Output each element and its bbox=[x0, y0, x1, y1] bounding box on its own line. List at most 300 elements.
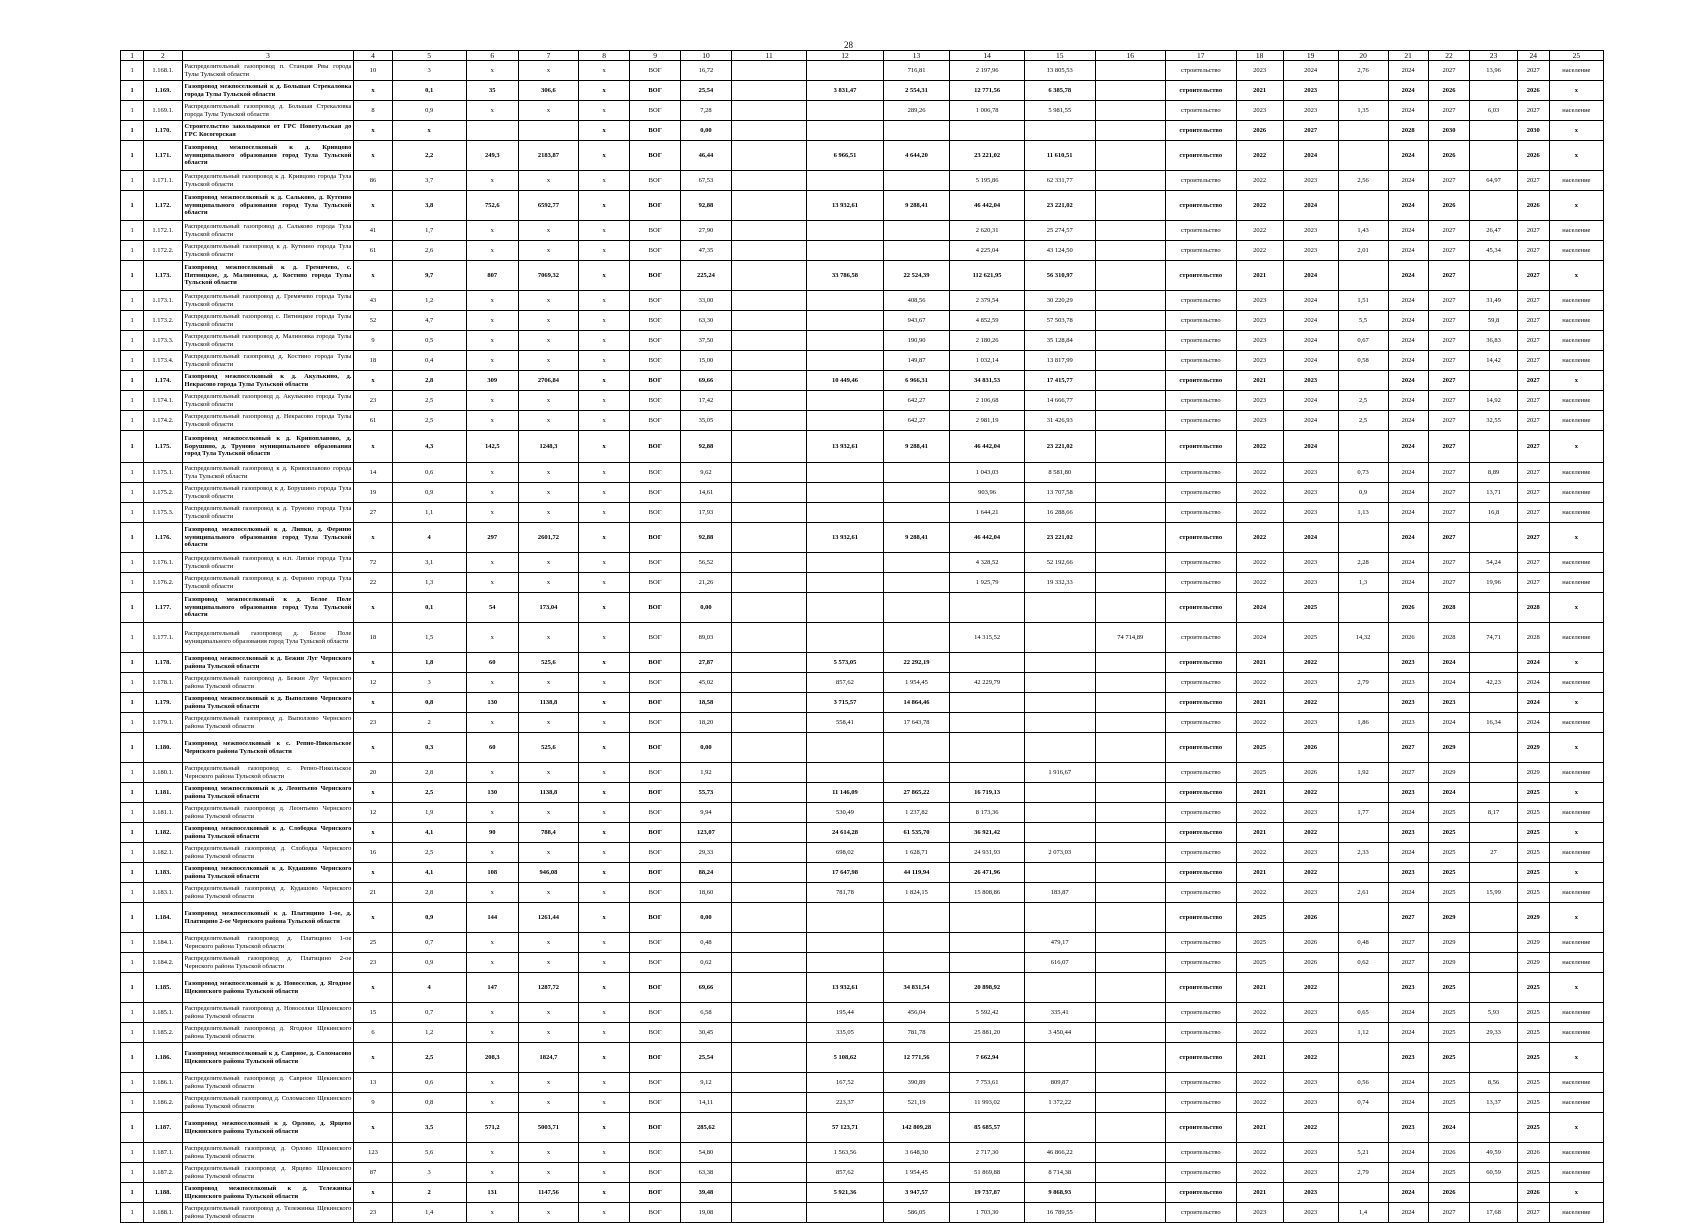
table-cell: 2027 bbox=[1517, 351, 1549, 371]
table-cell: 23 bbox=[354, 953, 392, 973]
table-row bbox=[121, 371, 1604, 391]
table-cell: 17,93 bbox=[681, 503, 732, 523]
table-cell: 2024 bbox=[1388, 1003, 1428, 1023]
table-row bbox=[121, 693, 1604, 713]
table-cell: 642,27 bbox=[883, 391, 950, 411]
object-name-cell: Распределительный газопровод к д. Борушино города Тула Тульской области bbox=[182, 483, 354, 503]
table-cell bbox=[1024, 803, 1095, 823]
table-cell: 18 bbox=[354, 351, 392, 371]
table-cell: 3 715,57 bbox=[807, 693, 883, 713]
table-cell: 44 119,94 bbox=[883, 863, 950, 883]
table-cell: 2022 bbox=[1236, 1143, 1283, 1163]
table-cell bbox=[1095, 763, 1165, 783]
table-cell: 2024 bbox=[1388, 1073, 1428, 1093]
table-cell: 2024 bbox=[1388, 883, 1428, 903]
table-cell: x bbox=[579, 673, 630, 693]
table-cell: x bbox=[354, 1043, 392, 1073]
table-cell: 2023 bbox=[1283, 1093, 1338, 1113]
table-cell bbox=[807, 573, 883, 593]
table-cell bbox=[1338, 653, 1388, 673]
table-cell: 5 108,62 bbox=[807, 1043, 883, 1073]
table-cell: 1 bbox=[121, 713, 144, 733]
table-cell bbox=[883, 953, 950, 973]
table-cell: 0,58 bbox=[1338, 351, 1388, 371]
table-cell: ВОГ bbox=[630, 623, 681, 653]
table-cell bbox=[731, 623, 806, 653]
table-cell: 2026 bbox=[1428, 141, 1469, 171]
table-cell bbox=[807, 171, 883, 191]
table-cell: x bbox=[579, 713, 630, 733]
table-cell: 2 620,31 bbox=[950, 221, 1024, 241]
table-cell: x bbox=[579, 261, 630, 291]
table-cell: 13,37 bbox=[1470, 1093, 1518, 1113]
table-cell: 2023 bbox=[1283, 101, 1338, 121]
table-cell bbox=[731, 933, 806, 953]
table-cell: x bbox=[518, 1093, 578, 1113]
table-cell: 19 bbox=[354, 483, 392, 503]
table-cell: население bbox=[1549, 883, 1603, 903]
table-row bbox=[121, 503, 1604, 523]
table-cell: x bbox=[466, 573, 518, 593]
table-cell: x bbox=[354, 653, 392, 673]
table-cell: ВОГ bbox=[630, 1113, 681, 1143]
table-cell bbox=[1470, 953, 1518, 973]
table-cell: строительство bbox=[1165, 623, 1236, 653]
table-row bbox=[121, 933, 1604, 953]
table-cell: x bbox=[466, 843, 518, 863]
table-cell bbox=[807, 291, 883, 311]
table-cell: 2024 bbox=[1388, 81, 1428, 101]
table-cell: x bbox=[579, 573, 630, 593]
column-header: 6 bbox=[466, 51, 518, 61]
table-cell: 142 809,28 bbox=[883, 1113, 950, 1143]
table-cell: 2 073,03 bbox=[1024, 843, 1095, 863]
table-cell: 130 bbox=[466, 783, 518, 803]
object-name-cell: Распределительный газопровод д. Слободка Чернского района Тульской области bbox=[182, 843, 354, 863]
table-cell: x bbox=[1549, 141, 1603, 171]
table-cell: 2023 bbox=[1283, 573, 1338, 593]
table-cell: 0,7 bbox=[392, 1003, 466, 1023]
table-cell: 4 225,04 bbox=[950, 241, 1024, 261]
table-cell: 2023 bbox=[1388, 693, 1428, 713]
table-cell: 2024 bbox=[1388, 1163, 1428, 1183]
table-cell: 2027 bbox=[1388, 763, 1428, 783]
object-name-cell: Распределительный газопровод д. Соломасово Щекинского района Тульской области bbox=[182, 1093, 354, 1113]
table-cell: 2022 bbox=[1236, 1003, 1283, 1023]
table-cell: 147 bbox=[466, 973, 518, 1003]
table-cell bbox=[518, 121, 578, 141]
table-row bbox=[121, 391, 1604, 411]
table-cell bbox=[731, 573, 806, 593]
table-cell: 5,6 bbox=[392, 1143, 466, 1163]
table-cell: 60,59 bbox=[1470, 1163, 1518, 1183]
table-cell bbox=[807, 221, 883, 241]
table-cell: 2027 bbox=[1428, 553, 1469, 573]
table-cell: 2027 bbox=[1517, 391, 1549, 411]
table-cell: 2023 bbox=[1283, 221, 1338, 241]
table-cell: ВОГ bbox=[630, 593, 681, 623]
table-cell: 1,43 bbox=[1338, 221, 1388, 241]
table-cell: 2,5 bbox=[1338, 391, 1388, 411]
table-cell: 1 bbox=[121, 261, 144, 291]
table-cell: 3 648,30 bbox=[883, 1143, 950, 1163]
table-cell: x bbox=[466, 463, 518, 483]
table-cell: 31 426,93 bbox=[1024, 411, 1095, 431]
table-cell: x bbox=[579, 973, 630, 1003]
table-cell: 1.185.1. bbox=[144, 1003, 182, 1023]
table-cell bbox=[950, 933, 1024, 953]
table-cell: 123 bbox=[354, 1143, 392, 1163]
table-row bbox=[121, 261, 1604, 291]
table-cell: 5 195,86 bbox=[950, 171, 1024, 191]
table-cell: 2022 bbox=[1236, 1093, 1283, 1113]
table-cell bbox=[731, 261, 806, 291]
table-cell: 2027 bbox=[1517, 503, 1549, 523]
table-cell: 2023 bbox=[1283, 673, 1338, 693]
table-cell: 2023 bbox=[1283, 1203, 1338, 1223]
table-cell: 2027 bbox=[1517, 553, 1549, 573]
table-cell: 2024 bbox=[1428, 713, 1469, 733]
table-cell: строительство bbox=[1165, 463, 1236, 483]
table-cell: x bbox=[354, 523, 392, 553]
table-cell: 4,1 bbox=[392, 863, 466, 883]
table-cell: 69,66 bbox=[681, 973, 732, 1003]
table-cell bbox=[1338, 81, 1388, 101]
table-cell: ВОГ bbox=[630, 823, 681, 843]
table-cell: 2024 bbox=[1283, 191, 1338, 221]
table-cell bbox=[1095, 261, 1165, 291]
table-cell: 1 bbox=[121, 221, 144, 241]
table-cell: 27,87 bbox=[681, 653, 732, 673]
table-cell: строительство bbox=[1165, 1203, 1236, 1223]
table-cell bbox=[1095, 1073, 1165, 1093]
table-cell bbox=[807, 933, 883, 953]
table-cell: 2027 bbox=[1517, 523, 1549, 553]
table-cell: население bbox=[1549, 221, 1603, 241]
table-cell: 781,78 bbox=[807, 883, 883, 903]
table-cell: 2024 bbox=[1428, 783, 1469, 803]
table-cell: x bbox=[579, 331, 630, 351]
table-cell: x bbox=[466, 553, 518, 573]
table-cell: x bbox=[354, 371, 392, 391]
table-cell: 2026 bbox=[1428, 191, 1469, 221]
table-row bbox=[121, 973, 1604, 1003]
table-cell: 1.187.2. bbox=[144, 1163, 182, 1183]
table-cell: 35,05 bbox=[681, 411, 732, 431]
table-cell: 2023 bbox=[1283, 463, 1338, 483]
table-row bbox=[121, 483, 1604, 503]
table-cell bbox=[1095, 351, 1165, 371]
table-cell: 2027 bbox=[1388, 953, 1428, 973]
table-cell: 408,56 bbox=[883, 291, 950, 311]
table-cell bbox=[950, 903, 1024, 933]
table-cell: 586,05 bbox=[883, 1203, 950, 1223]
table-cell: x bbox=[392, 121, 466, 141]
table-cell: 5 573,05 bbox=[807, 653, 883, 673]
table-cell: 2027 bbox=[1428, 431, 1469, 463]
table-cell: 642,27 bbox=[883, 411, 950, 431]
table-cell bbox=[731, 371, 806, 391]
table-cell bbox=[1338, 1043, 1388, 1073]
table-cell: 5,5 bbox=[1338, 311, 1388, 331]
table-cell bbox=[883, 503, 950, 523]
table-cell: 335,05 bbox=[807, 1023, 883, 1043]
table-cell: 2027 bbox=[1517, 1203, 1549, 1223]
table-cell: 1 bbox=[121, 311, 144, 331]
table-cell: x bbox=[579, 503, 630, 523]
table-cell: 2,79 bbox=[1338, 673, 1388, 693]
table-cell bbox=[731, 351, 806, 371]
table-cell: 1,3 bbox=[392, 573, 466, 593]
table-cell: 1 bbox=[121, 171, 144, 191]
table-cell bbox=[1470, 733, 1518, 763]
object-name-cell: Газопровод межпоселковый к д. Сальково, д. Кутеино муниципального образования город Тула Тульской области bbox=[182, 191, 354, 221]
table-cell: 2027 bbox=[1517, 411, 1549, 431]
table-cell: 2025 bbox=[1517, 823, 1549, 843]
table-row bbox=[121, 61, 1604, 81]
table-cell: 1 bbox=[121, 573, 144, 593]
table-cell: 225,24 bbox=[681, 261, 732, 291]
table-cell: 1 bbox=[121, 783, 144, 803]
table-cell bbox=[807, 463, 883, 483]
table-cell: 130 bbox=[466, 693, 518, 713]
table-cell: 1 bbox=[121, 351, 144, 371]
object-name-cell: Газопровод межпоселковый к д. Саврное, д. Соломасово Щекинского района Тульской области bbox=[182, 1043, 354, 1073]
table-row bbox=[121, 1203, 1604, 1223]
table-cell: 2023 bbox=[1283, 1003, 1338, 1023]
table-cell: 15 bbox=[354, 1003, 392, 1023]
object-name-cell: Распределительный газопровод к д. Кривоплавово города Тула Тульской области bbox=[182, 463, 354, 483]
table-cell: 2023 bbox=[1388, 713, 1428, 733]
table-cell: 12 771,56 bbox=[883, 1043, 950, 1073]
table-cell: 2023 bbox=[1428, 693, 1469, 713]
table-cell bbox=[807, 411, 883, 431]
table-cell: 18 bbox=[354, 623, 392, 653]
table-cell: строительство bbox=[1165, 311, 1236, 331]
table-cell: 2027 bbox=[1428, 573, 1469, 593]
table-cell: 2,6 bbox=[392, 241, 466, 261]
table-cell: 1.177. bbox=[144, 593, 182, 623]
table-cell: 0,56 bbox=[1338, 1073, 1388, 1093]
table-cell: 1 bbox=[121, 1043, 144, 1073]
table-row bbox=[121, 1143, 1604, 1163]
table-cell: 1 bbox=[121, 463, 144, 483]
table-cell: 2024 bbox=[1283, 411, 1338, 431]
table-cell: население bbox=[1549, 1073, 1603, 1093]
table-cell: население bbox=[1549, 953, 1603, 973]
table-cell: 1.173. bbox=[144, 261, 182, 291]
table-row bbox=[121, 883, 1604, 903]
table-cell: 1.186.2. bbox=[144, 1093, 182, 1113]
table-cell: 1 bbox=[121, 61, 144, 81]
table-cell: население bbox=[1549, 331, 1603, 351]
table-cell bbox=[731, 1003, 806, 1023]
table-cell bbox=[1095, 1093, 1165, 1113]
table-cell: 2026 bbox=[1517, 1183, 1549, 1203]
table-cell: x bbox=[518, 1073, 578, 1093]
table-cell: 21 bbox=[354, 883, 392, 903]
table-cell bbox=[807, 1203, 883, 1223]
table-cell bbox=[1095, 221, 1165, 241]
table-cell bbox=[1470, 933, 1518, 953]
table-cell: строительство bbox=[1165, 483, 1236, 503]
table-cell: 1,51 bbox=[1338, 291, 1388, 311]
table-cell: 2026 bbox=[1428, 1183, 1469, 1203]
table-cell: x bbox=[579, 593, 630, 623]
table-cell bbox=[1024, 863, 1095, 883]
table-cell: 2024 bbox=[1388, 141, 1428, 171]
table-cell: x bbox=[1549, 523, 1603, 553]
table-cell: 2021 bbox=[1236, 693, 1283, 713]
table-cell: 2027 bbox=[1517, 261, 1549, 291]
table-cell bbox=[1095, 903, 1165, 933]
table-cell: 41 bbox=[354, 221, 392, 241]
table-cell bbox=[883, 553, 950, 573]
table-cell: 8,89 bbox=[1470, 463, 1518, 483]
table-cell bbox=[1095, 1003, 1165, 1023]
table-cell: 16 719,13 bbox=[950, 783, 1024, 803]
table-cell: x bbox=[579, 693, 630, 713]
table-cell: 2,5 bbox=[1338, 411, 1388, 431]
table-cell: x bbox=[518, 1003, 578, 1023]
table-cell: 89,03 bbox=[681, 623, 732, 653]
table-row bbox=[121, 843, 1604, 863]
table-cell bbox=[1338, 693, 1388, 713]
table-cell: 809,87 bbox=[1024, 1073, 1095, 1093]
table-cell: 1.181. bbox=[144, 783, 182, 803]
table-cell: 2029 bbox=[1428, 763, 1469, 783]
table-cell: ВОГ bbox=[630, 693, 681, 713]
table-cell: x bbox=[518, 291, 578, 311]
table-cell: 1 bbox=[121, 803, 144, 823]
table-cell: 1 bbox=[121, 391, 144, 411]
table-cell: 90 bbox=[466, 823, 518, 843]
table-cell: 2025 bbox=[1428, 1043, 1469, 1073]
table-cell: 2027 bbox=[1428, 463, 1469, 483]
table-cell: 1 925,79 bbox=[950, 573, 1024, 593]
table-cell: 1.173.1. bbox=[144, 291, 182, 311]
table-row bbox=[121, 1023, 1604, 1043]
table-cell: 1.181.1. bbox=[144, 803, 182, 823]
table-cell: 2027 bbox=[1517, 221, 1549, 241]
table-cell: 2022 bbox=[1236, 503, 1283, 523]
table-cell: 3 450,44 bbox=[1024, 1023, 1095, 1043]
table-cell bbox=[807, 483, 883, 503]
table-cell: 0,6 bbox=[392, 1073, 466, 1093]
table-cell bbox=[1470, 141, 1518, 171]
table-cell: 112 621,95 bbox=[950, 261, 1024, 291]
table-cell: x bbox=[518, 933, 578, 953]
table-cell bbox=[1095, 573, 1165, 593]
table-cell: x bbox=[354, 823, 392, 843]
table-cell: ВОГ bbox=[630, 523, 681, 553]
table-cell: 5003,71 bbox=[518, 1113, 578, 1143]
table-cell: 2026 bbox=[1517, 1143, 1549, 1163]
table-cell bbox=[807, 121, 883, 141]
table-cell: 2023 bbox=[1388, 863, 1428, 883]
table-cell: 60 bbox=[466, 733, 518, 763]
table-cell: 2022 bbox=[1283, 693, 1338, 713]
table-cell: 12 bbox=[354, 673, 392, 693]
table-cell: 1,13 bbox=[1338, 503, 1388, 523]
table-cell: 2025 bbox=[1517, 883, 1549, 903]
table-cell: x bbox=[518, 1143, 578, 1163]
table-cell: 2,76 bbox=[1338, 61, 1388, 81]
table-cell bbox=[1095, 191, 1165, 221]
table-cell: x bbox=[518, 673, 578, 693]
table-cell: 183,87 bbox=[1024, 883, 1095, 903]
table-cell: 17,68 bbox=[1470, 1203, 1518, 1223]
table-cell: 2024 bbox=[1388, 503, 1428, 523]
table-cell: 2024 bbox=[1388, 1093, 1428, 1113]
table-cell: 1.171. bbox=[144, 141, 182, 171]
table-cell bbox=[950, 653, 1024, 673]
table-cell bbox=[1095, 783, 1165, 803]
table-cell bbox=[1095, 673, 1165, 693]
table-cell: 19 737,87 bbox=[950, 1183, 1024, 1203]
table-cell: 54,24 bbox=[1470, 553, 1518, 573]
table-cell: 2024 bbox=[1388, 573, 1428, 593]
table-cell: ВОГ bbox=[630, 713, 681, 733]
table-cell: 0,9 bbox=[1338, 483, 1388, 503]
table-cell: 1.175.1. bbox=[144, 463, 182, 483]
table-cell: 63,30 bbox=[681, 311, 732, 331]
table-cell: x bbox=[466, 171, 518, 191]
table-cell: 943,67 bbox=[883, 311, 950, 331]
table-cell: 2023 bbox=[1283, 483, 1338, 503]
table-cell: 2022 bbox=[1236, 463, 1283, 483]
table-cell: 16,8 bbox=[1470, 503, 1518, 523]
table-cell: 2024 bbox=[1388, 843, 1428, 863]
table-cell: x bbox=[466, 883, 518, 903]
table-cell: 56 310,97 bbox=[1024, 261, 1095, 291]
table-cell: 1 bbox=[121, 733, 144, 763]
table-cell: 1.182.1. bbox=[144, 843, 182, 863]
table-cell bbox=[883, 241, 950, 261]
table-cell: x bbox=[579, 141, 630, 171]
table-cell: 2024 bbox=[1428, 653, 1469, 673]
table-cell: x bbox=[466, 1073, 518, 1093]
table-cell: 1.174. bbox=[144, 371, 182, 391]
object-name-cell: Газопровод межпоселковый к д. Большая Стрекаловка города Тулы Тульской области bbox=[182, 81, 354, 101]
table-cell: x bbox=[518, 411, 578, 431]
table-cell: x bbox=[1549, 863, 1603, 883]
table-cell: x bbox=[466, 1143, 518, 1163]
table-cell: 2022 bbox=[1236, 1073, 1283, 1093]
table-cell: 5 592,42 bbox=[950, 1003, 1024, 1023]
table-cell: 34 831,53 bbox=[950, 371, 1024, 391]
object-name-cell: Газопровод межпоселковый к д. Платицино 1-ое, д. Платицино 2-ое Чернского района Тульской области bbox=[182, 903, 354, 933]
table-cell: 7069,32 bbox=[518, 261, 578, 291]
table-cell: 9 288,41 bbox=[883, 523, 950, 553]
table-cell: 2023 bbox=[1283, 883, 1338, 903]
table-cell: 2025 bbox=[1428, 1003, 1469, 1023]
table-cell: 2024 bbox=[1236, 623, 1283, 653]
table-cell: 2022 bbox=[1236, 553, 1283, 573]
table-cell: x bbox=[354, 973, 392, 1003]
table-cell: 2027 bbox=[1428, 261, 1469, 291]
table-cell: 1,2 bbox=[392, 1023, 466, 1043]
table-cell: 92,88 bbox=[681, 431, 732, 463]
table-cell: строительство bbox=[1165, 1023, 1236, 1043]
object-name-cell: Распределительный газопровод д. Орлово Щекинского района Тульской области bbox=[182, 1143, 354, 1163]
column-header: 25 bbox=[1549, 51, 1603, 61]
table-body bbox=[121, 61, 1604, 1223]
table-cell: 1 bbox=[121, 763, 144, 783]
table-cell bbox=[1095, 1113, 1165, 1143]
table-cell: 1 954,45 bbox=[883, 673, 950, 693]
table-cell bbox=[1095, 953, 1165, 973]
